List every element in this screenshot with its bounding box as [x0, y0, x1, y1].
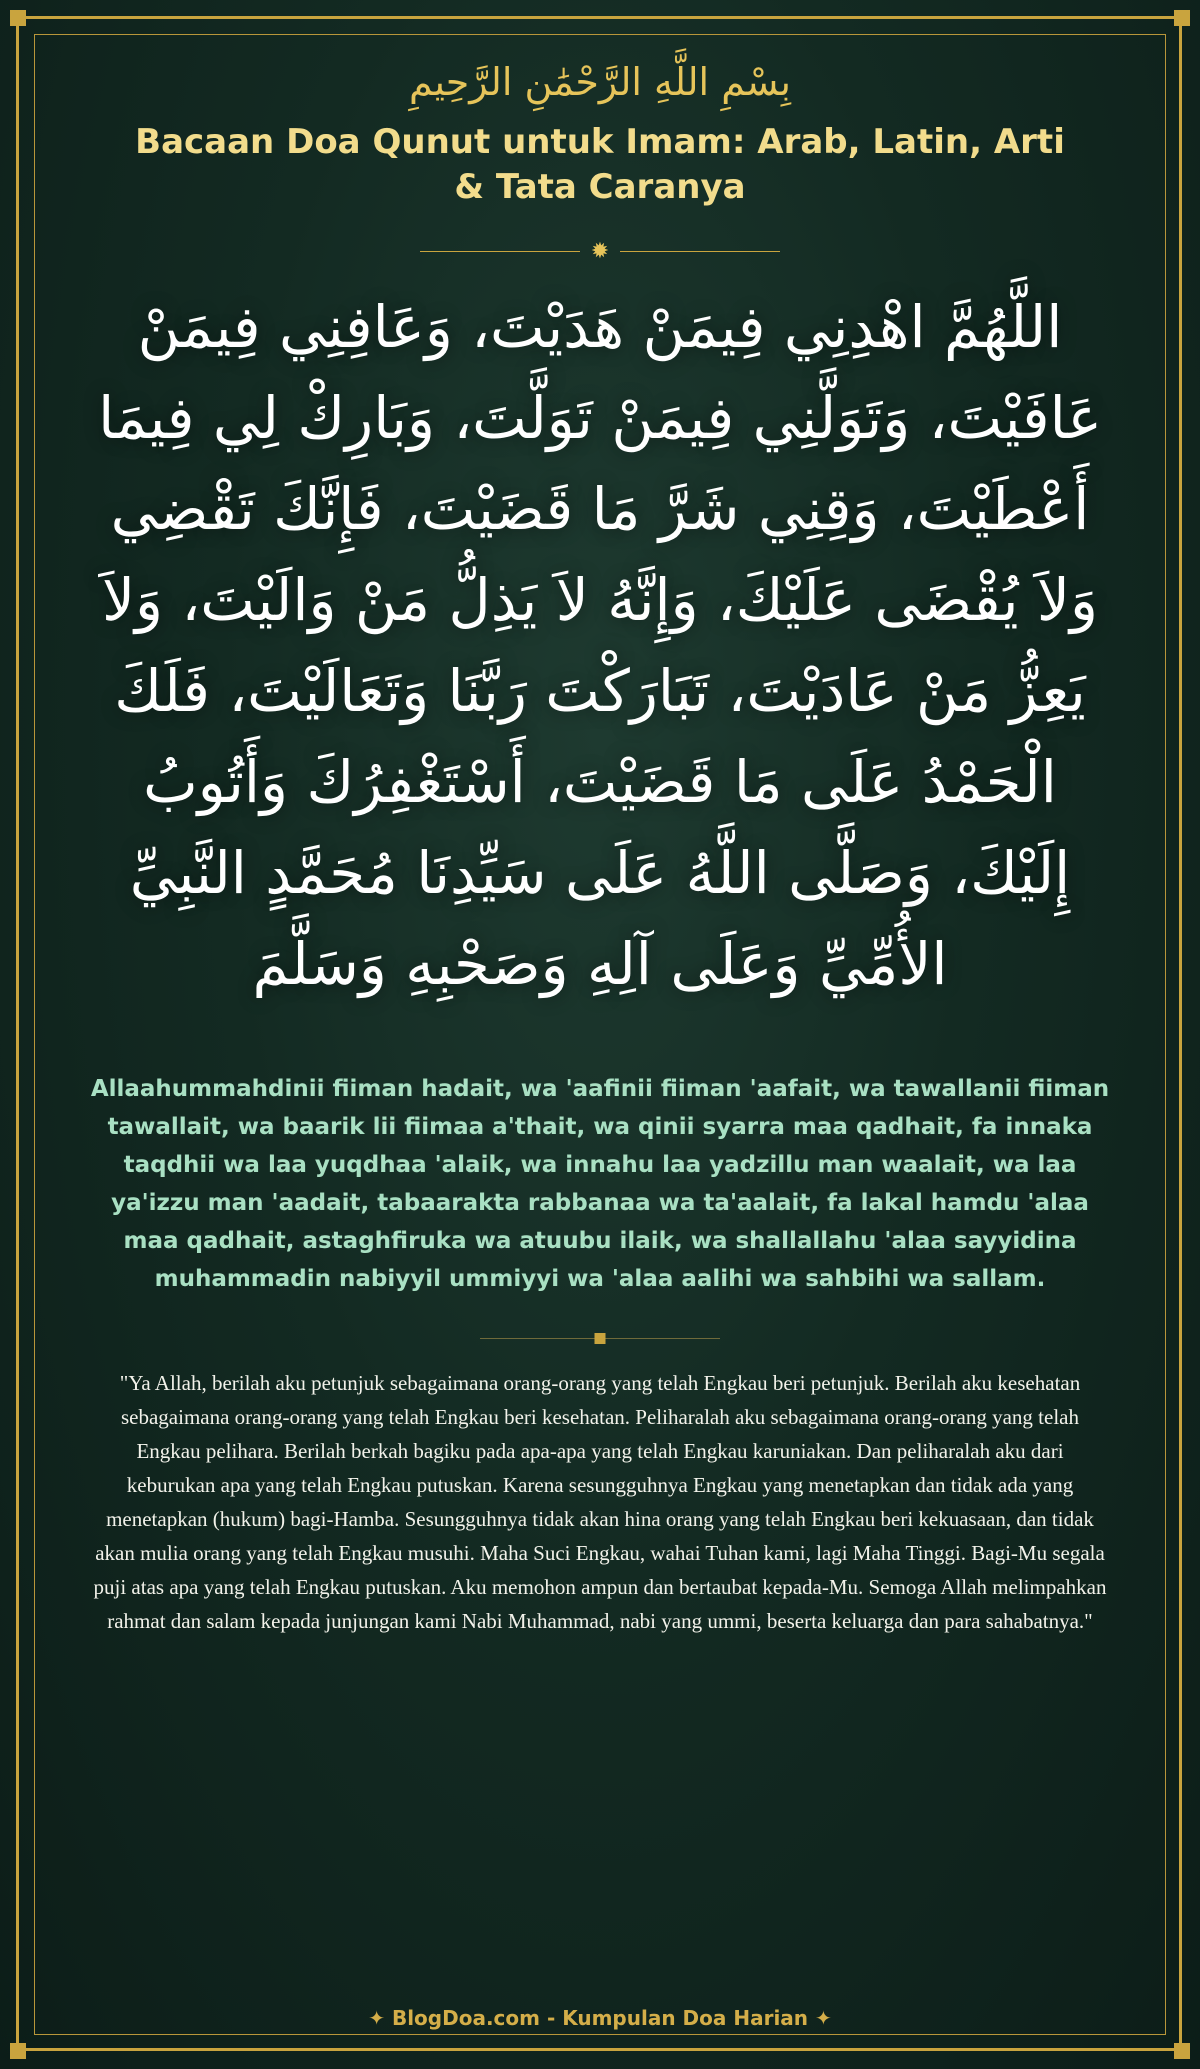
divider-line-right: [620, 251, 780, 252]
page-title: Bacaan Doa Qunut untuk Imam: Arab, Latin, Arti & Tata Caranya: [135, 122, 1065, 207]
footer-credit: [0, 2005, 1200, 2031]
star-icon-left: ✦: [368, 2006, 385, 2030]
square-ornament-icon: [595, 1333, 606, 1344]
star-icon-right: ✦: [815, 2006, 832, 2030]
arabic-prayer-text: اللَّهُمَّ اهْدِنِي فِيمَنْ هَدَيْتَ، وَعَافِنِي فِيمَنْ عَافَيْتَ، وَتَوَلَّنِي فِيمَنْ تَوَلَّتَ، وَبَارِكْ لِي فِيمَا أَعْطَيْتَ، وَقِنِي شَرَّ مَا قَضَيْتَ، فَإِنَّكَ تَقْضِي وَلاَ يُقْضَى عَلَيْكَ، وَإِنَّهُ لاَ يَذِلُّ مَنْ وَالَيْتَ، وَلاَ يَعِزُّ مَنْ عَادَيْتَ، تَبَارَكْتَ رَبَّنَا وَتَعَالَيْتَ، فَلَكَ الْحَمْدُ عَلَى مَا قَضَيْتَ، أَسْتَغْفِرُكَ وَأَتُوبُ إِلَيْكَ، وَصَلَّى اللَّهُ عَلَى سَيِّدِنَا مُحَمَّدٍ النَّبِيِّ الأُمِّيِّ وَعَلَى آلِهِ وَصَحْبِهِ وَسَلَّمَ: [98, 293, 1102, 998]
indonesian-translation: "Ya Allah, berilah aku petunjuk sebagaimana orang-orang yang telah Engkau beri petunjuk. Berilah aku kesehatan sebagaimana orang-orang yang telah Engkau beri kesehatan. Peliharalah aku sebagaimana orang-orang yang telah Engkau pelihara. Berilah berkah bagiku pada apa-apa yang telah Engkau karuniakan. Dan peliharalah aku dari keburukan apa yang telah Engkau putuskan. Karena sesungguhnya Engkau yang menetapkan dan tidak ada yang menetapkan (hukum) bagi-Hamba. Sesungguhnya tidak akan hina orang yang telah Engkau beri kekuasaan, dan tidak akan mulia orang yang telah Engkau musuhi. Maha Suci Engkau, wahai Tuhan kami, lagi Maha Tinggi. Bagi-Mu segala puji atas apa yang telah Engkau putuskan. Aku memohon ampun dan bertaubat kepada-Mu. Semoga Allah melimpahkan rahmat dan salam kepada junjungan kami Nabi Muhammad, nabi yang ummi, beserta keluarga dan para sahabatnya.": [93, 1371, 1107, 1633]
latin-transliteration: Allaahummahdinii fiiman hadait, wa 'aafinii fiiman 'aafait, wa tawallanii fiiman tawallait, wa baarik lii fiimaa a'thait, wa qinii syarra maa qadhait, fa innaka taqdhii wa laa yuqdhaa 'alaik, wa innahu laa yadzillu man waalait, wa laa ya'izzu man 'aadait, tabaarakta rabbanaa wa ta'aalait, fa lakal hamdu 'alaa maa qadhait, astaghfiruka wa atuubu ilaik, wa shallallahu 'alaa sayyidina muhammadin nabiyyil ummiyyi wa 'alaa aalihi wa sahbihi wa sallam.: [90, 1076, 1110, 1292]
corner-ornament-bottom-right: [1174, 2043, 1190, 2059]
sun-ornament-icon: ✹: [590, 239, 610, 264]
corner-ornament-top-left: [10, 10, 26, 26]
corner-ornament-top-right: [1174, 10, 1190, 26]
divider-line-left: [420, 251, 580, 252]
corner-ornament-bottom-left: [10, 2043, 26, 2059]
main-content: [60, 52, 1140, 1638]
title-divider: [420, 239, 780, 264]
bismillah-heading: بِسْمِ اللَّهِ الرَّحْمَٰنِ الرَّحِيمِ: [409, 60, 791, 104]
section-divider: [480, 1332, 720, 1346]
footer-text: BlogDoa.com - Kumpulan Doa Harian: [391, 2006, 809, 2030]
